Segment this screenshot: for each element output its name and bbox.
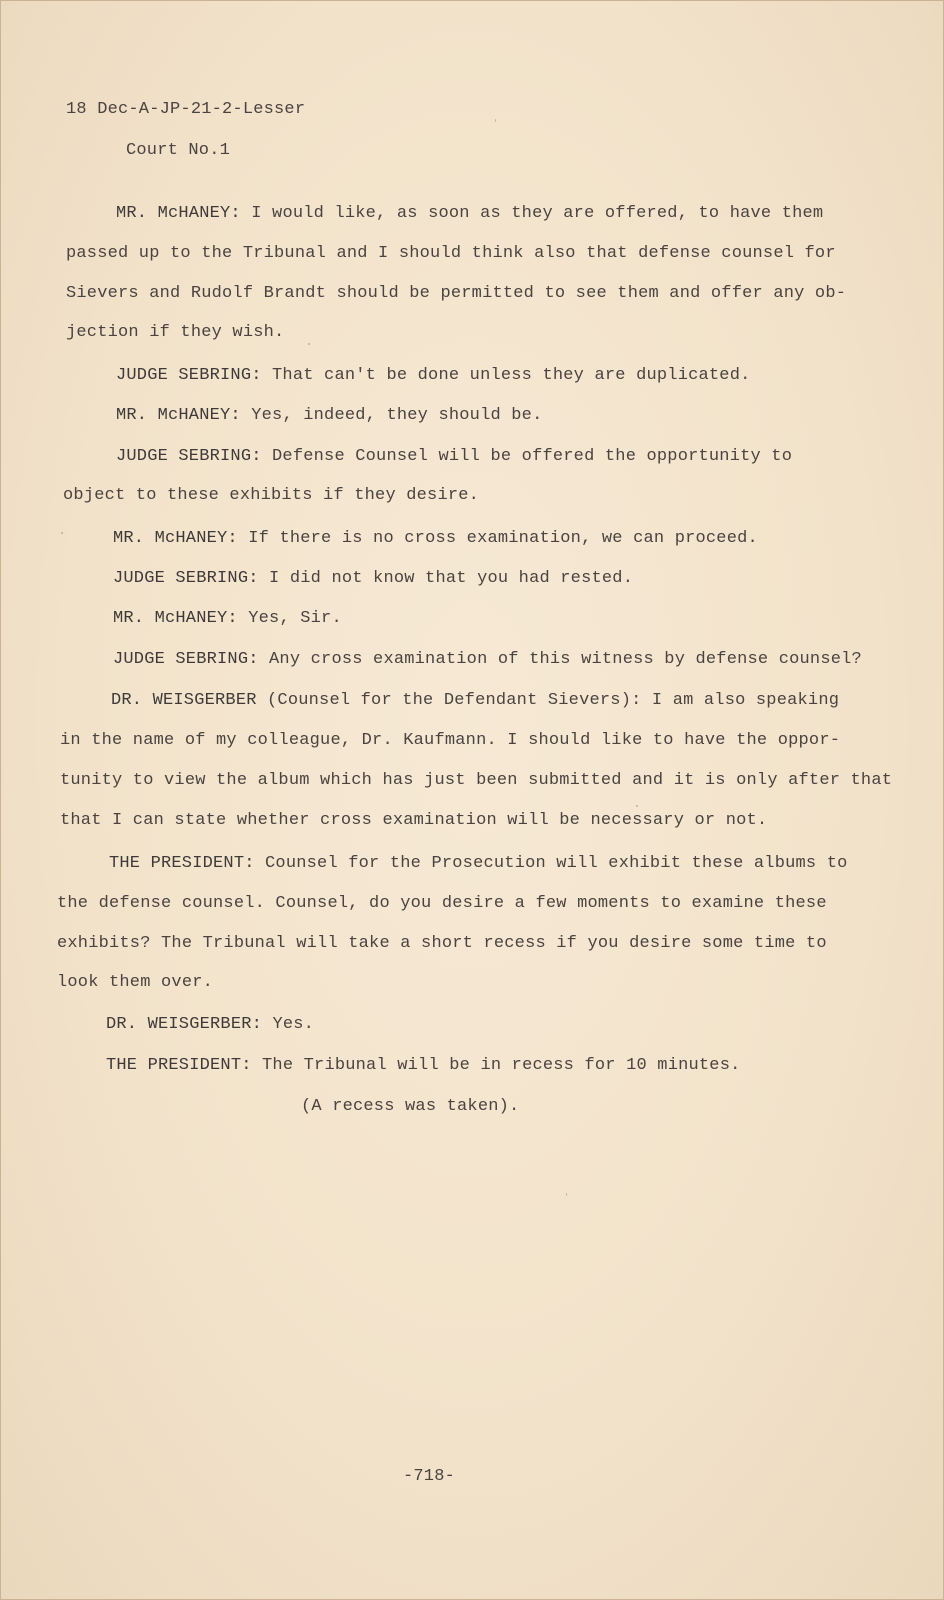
paper-speck (566, 1193, 567, 1196)
line-text: (A recess was taken). (301, 1097, 520, 1116)
transcript-line (113, 650, 862, 669)
line-text: look them over. (57, 973, 214, 992)
line-text: Yes, indeed, they should be. (251, 406, 543, 425)
line-text: Yes, Sir. (248, 609, 342, 628)
transcript-line (60, 771, 892, 790)
line-text: Defense Counsel will be offered the opportunity to (272, 447, 793, 466)
speaker-label: DR. WEISGERBER (111, 691, 257, 710)
speaker-label: THE PRESIDENT: (109, 854, 255, 873)
line-text: Any cross examination of this witness by defense counsel? (269, 650, 862, 669)
line-text: Counsel for the Prosecution will exhibit these albums to (265, 854, 848, 873)
line-text: exhibits? The Tribunal will take a short recess if you desire some time to (57, 934, 827, 953)
transcript-line (66, 323, 284, 342)
speaker-label: JUDGE SEBRING: (116, 447, 262, 466)
line-text: that I can state whether cross examination will be necessary or not. (60, 811, 768, 830)
line-text: If there is no cross examination, we can proceed. (248, 529, 758, 548)
transcript-line (57, 894, 827, 913)
paper-speck (308, 343, 310, 345)
line-text: The Tribunal will be in recess for 10 minutes. (262, 1056, 741, 1075)
transcript-line (106, 1056, 741, 1075)
transcript-line (301, 1097, 519, 1116)
transcript-line (109, 854, 848, 873)
speaker-label: MR. McHANEY: (116, 204, 241, 223)
paper-speck (636, 805, 638, 807)
transcript-line (111, 691, 839, 710)
paper-speck (61, 532, 63, 534)
line-text: the defense counsel. Counsel, do you desire a few moments to examine these (57, 894, 827, 913)
transcript-line (63, 486, 479, 505)
transcript-line (66, 284, 846, 303)
speaker-label: MR. McHANEY: (116, 406, 241, 425)
page-number: -718- (403, 1467, 456, 1486)
transcript-line (57, 973, 213, 992)
line-text: I did not know that you had rested. (269, 569, 634, 588)
paper-speck (495, 119, 496, 122)
transcript-line (66, 244, 836, 263)
transcript-line (113, 569, 633, 588)
line-text: in the name of my colleague, Dr. Kaufmann. I should like to have the oppor- (60, 731, 841, 750)
line-text: Yes. (272, 1015, 315, 1034)
line-text: passed up to the Tribunal and I should think also that defense counsel for (66, 244, 836, 263)
speaker-label: MR. McHANEY: (113, 609, 238, 628)
speaker-label: JUDGE SEBRING: (113, 569, 259, 588)
transcript-line (60, 731, 840, 750)
court-number: Court No.1 (126, 141, 231, 160)
speaker-label: DR. WEISGERBER: (106, 1015, 263, 1034)
transcript-line (113, 609, 342, 628)
speaker-label: JUDGE SEBRING: (113, 650, 259, 669)
speaker-label: JUDGE SEBRING: (116, 366, 262, 385)
transcript-line (57, 934, 827, 953)
document-reference: 18 Dec-A-JP-21-2-Lesser (66, 100, 306, 119)
speaker-label: MR. McHANEY: (113, 529, 238, 548)
line-text: I would like, as soon as they are offered, to have them (251, 204, 824, 223)
line-text: (Counsel for the Defendant Sievers): I am also speaking (267, 691, 840, 710)
transcript-line (60, 811, 767, 830)
transcript-line (106, 1015, 314, 1034)
speaker-label: THE PRESIDENT: (106, 1056, 252, 1075)
line-text: Sievers and Rudolf Brandt should be permitted to see them and offer any ob- (66, 284, 847, 303)
transcript-line (116, 447, 792, 466)
line-text: tunity to view the album which has just been submitted and it is only after that (60, 771, 893, 790)
transcript-line (116, 366, 751, 385)
transcript-line (116, 204, 823, 223)
line-text: object to these exhibits if they desire. (63, 486, 480, 505)
transcript-line (113, 529, 758, 548)
transcript-line (116, 406, 542, 425)
line-text: jection if they wish. (66, 323, 285, 342)
line-text: That can't be done unless they are duplicated. (272, 366, 751, 385)
